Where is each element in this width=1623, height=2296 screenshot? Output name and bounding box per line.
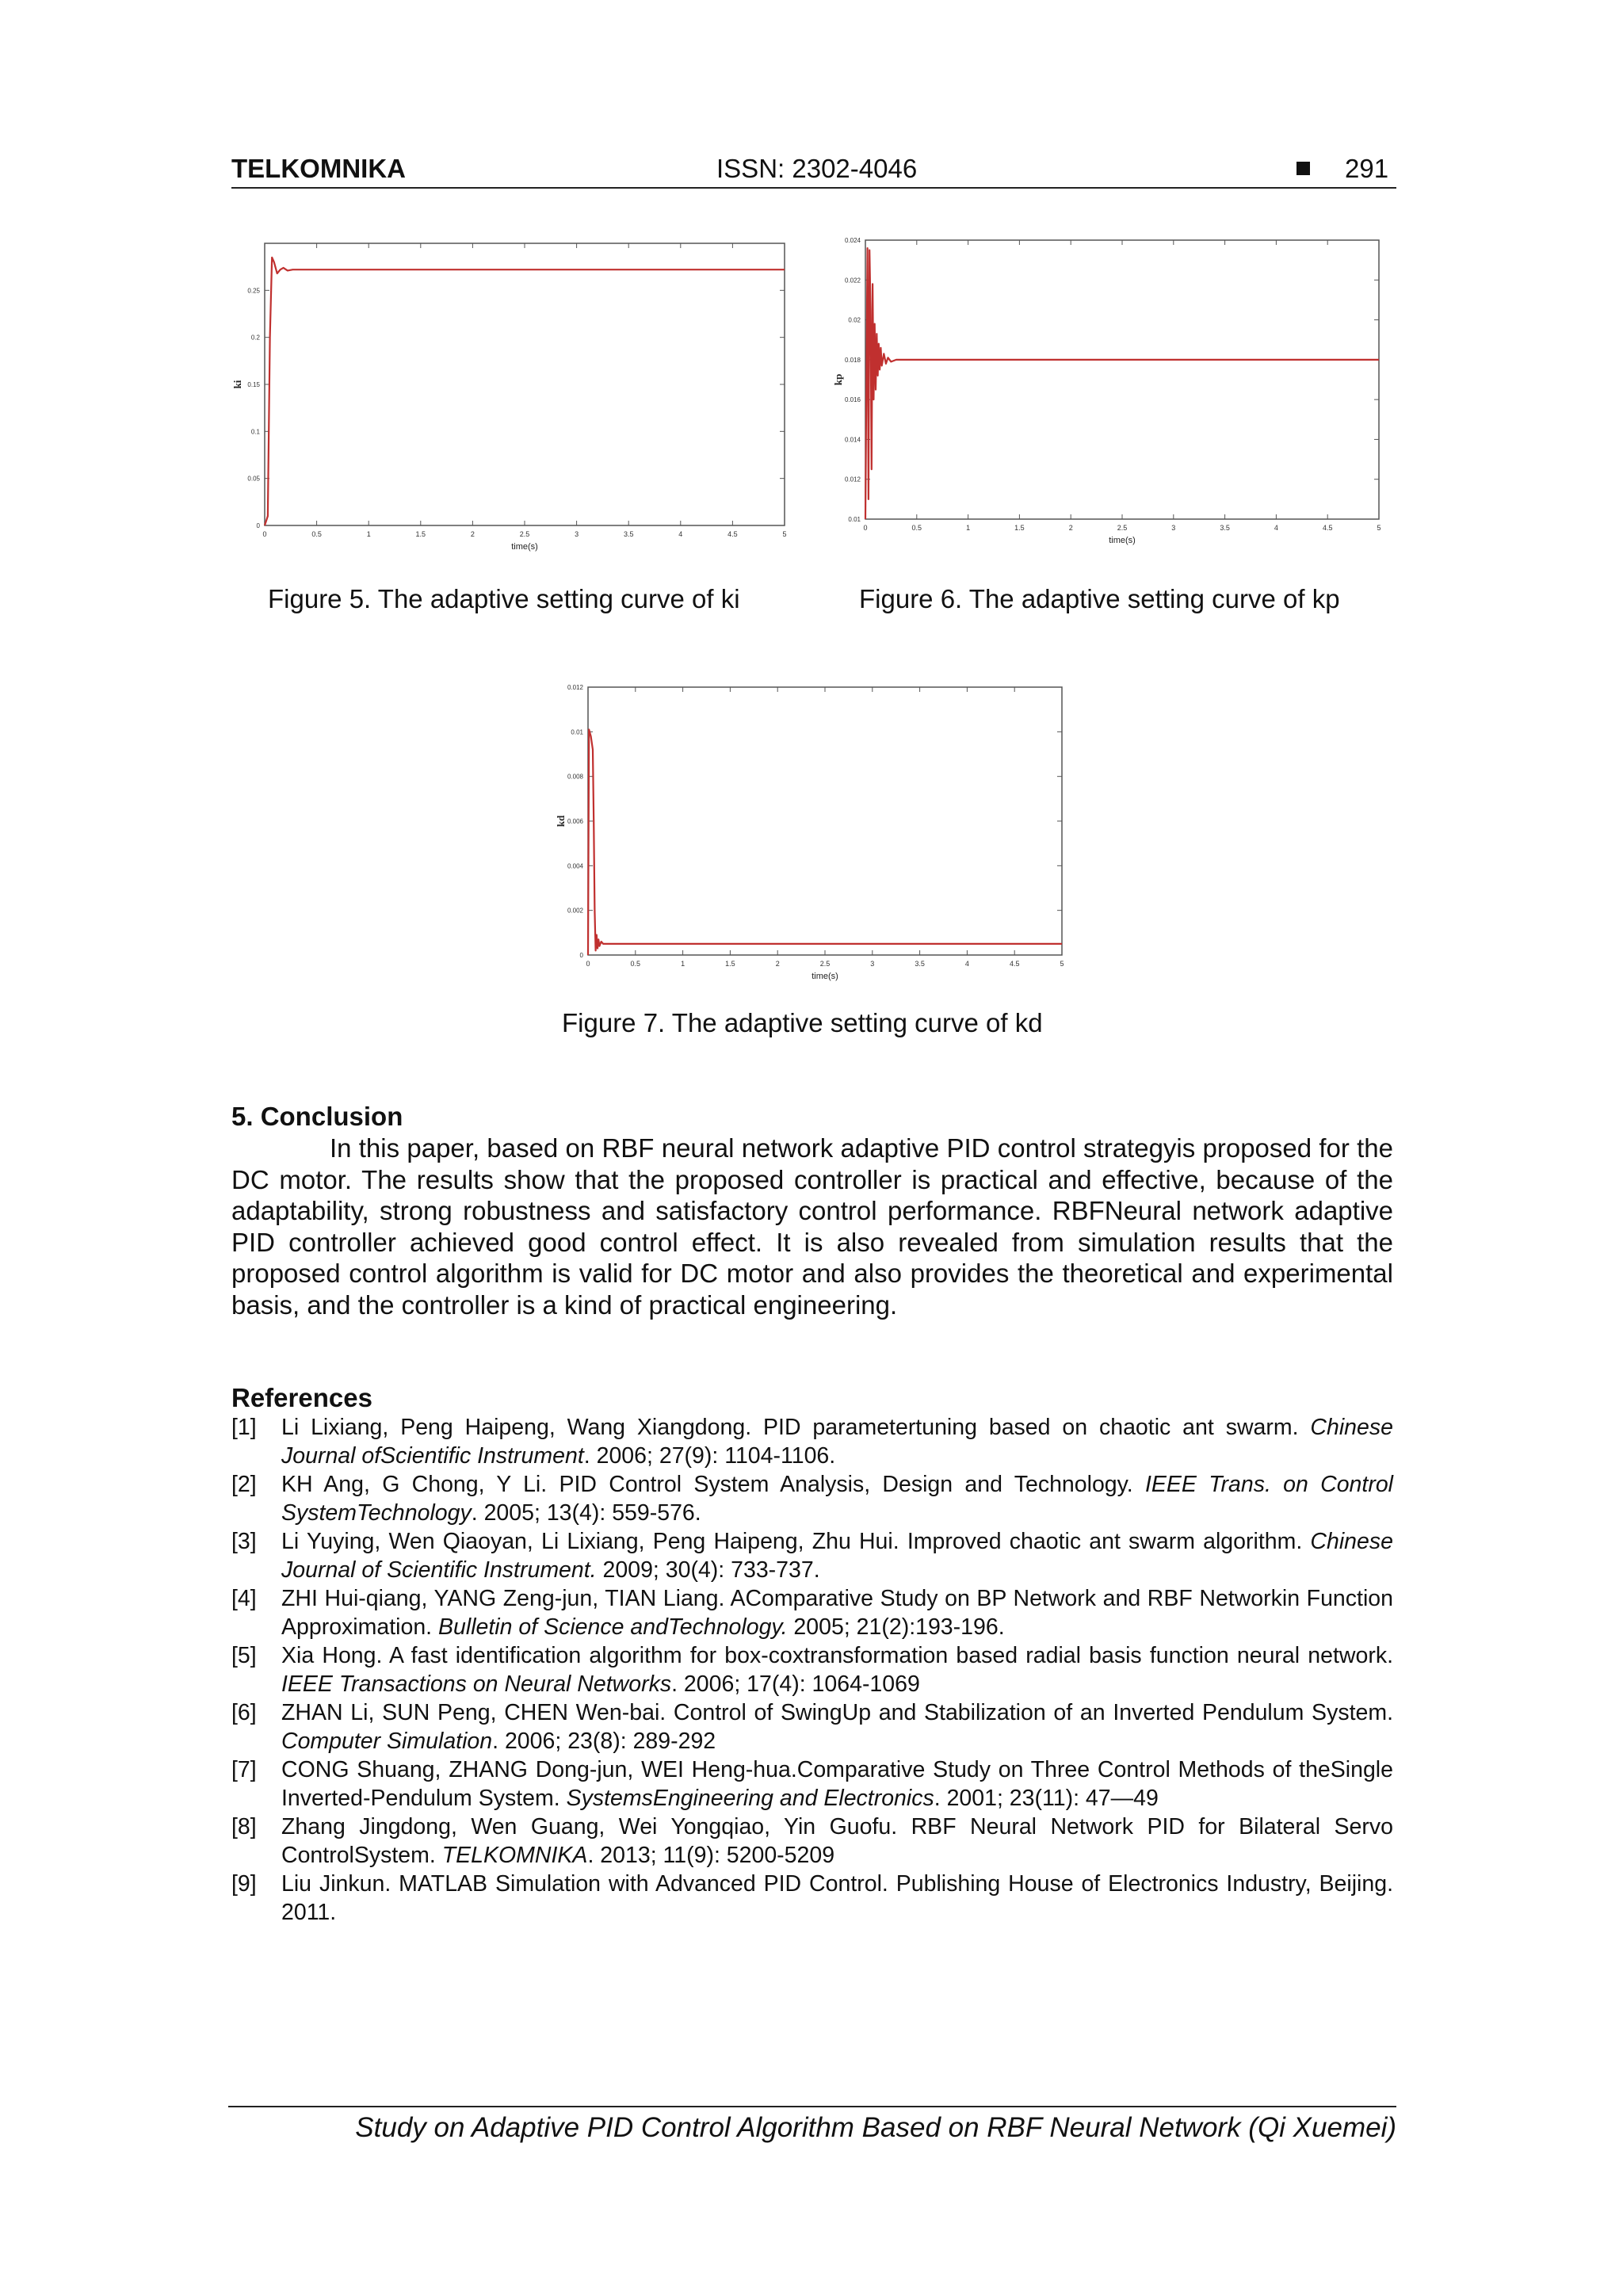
x-tick-label: 5 <box>1060 960 1064 968</box>
y-tick-label: 0.004 <box>567 862 583 870</box>
x-tick-label: 1 <box>966 524 971 532</box>
reference-details: . 2001; 23(11): 47—49 <box>934 1786 1159 1811</box>
y-tick-label: 0.022 <box>844 277 861 285</box>
x-axis-label: time(s) <box>812 972 838 981</box>
y-tick-label: 0.012 <box>844 476 861 483</box>
x-tick-label: 4.5 <box>1322 524 1333 532</box>
x-tick-label: 3 <box>870 960 875 968</box>
reference-number: [7] <box>231 1757 257 1782</box>
x-tick-label: 4.5 <box>727 530 738 538</box>
reference-number: [2] <box>231 1472 257 1497</box>
reference-journal: IEEE Trans. on Control SystemTechnology <box>281 1472 1394 1526</box>
reference-list <box>231 1413 1393 1927</box>
reference-item <box>231 1641 1393 1698</box>
figure-5-caption: Figure 5. The adaptive setting curve of ki <box>268 584 740 613</box>
reference-item <box>231 1413 1393 1470</box>
reference-authors-title: Zhang Jingdong, Wen Guang, Wei Yongqiao, Yin Guofu. RBF Neural Network PID for Bilateral Servo ControlSystem. <box>281 1814 1393 1868</box>
x-tick-label: 2.5 <box>519 530 530 538</box>
figure-6-caption: Figure 6. The adaptive setting curve of kp <box>859 584 1340 613</box>
plot-frame <box>588 687 1062 955</box>
reference-text <box>281 1527 1393 1584</box>
page-number: 291 <box>1345 154 1389 183</box>
y-tick-label: 0.006 <box>567 818 583 825</box>
x-tick-label: 4 <box>1274 524 1278 532</box>
y-tick-label: 0.008 <box>567 773 583 781</box>
plot-frame <box>865 240 1379 519</box>
x-axis-label: time(s) <box>511 542 538 552</box>
x-tick-label: 3.5 <box>1220 524 1230 532</box>
reference-details: . 2006; 27(9): 1104-1106. <box>583 1443 836 1469</box>
reference-item <box>231 1470 1393 1527</box>
x-tick-label: 0 <box>863 524 868 532</box>
reference-text <box>281 1641 1393 1698</box>
x-tick-label: 0.5 <box>911 524 922 532</box>
reference-journal: SystemsEngineering and Electronics <box>566 1786 934 1811</box>
reference-journal: Chinese Journal ofScientific Instrument <box>281 1415 1393 1469</box>
y-tick-label: 0.018 <box>844 356 861 364</box>
reference-journal: TELKOMNIKA <box>441 1843 588 1868</box>
x-tick-label: 0.5 <box>311 530 322 538</box>
figure-6-chart <box>824 234 1395 559</box>
reference-journal: Bulletin of Science andTechnology. <box>438 1614 788 1640</box>
y-tick-label: 0.25 <box>247 287 260 295</box>
x-tick-label: 2.5 <box>819 960 831 968</box>
reference-text <box>281 1470 1393 1527</box>
y-tick-label: 0.2 <box>250 334 260 342</box>
x-tick-label: 3 <box>575 530 579 538</box>
x-tick-label: 1 <box>366 530 371 538</box>
x-tick-label: 1.5 <box>1014 524 1025 532</box>
y-tick-label: 0.1 <box>250 428 260 436</box>
page-footer <box>228 2106 1396 2143</box>
reference-journal: Computer Simulation <box>281 1729 493 1754</box>
x-tick-label: 4.5 <box>1009 960 1020 968</box>
x-tick-label: 2.5 <box>1117 524 1128 532</box>
reference-item <box>231 1813 1393 1870</box>
x-tick-label: 0 <box>262 530 267 538</box>
reference-text <box>281 1584 1393 1641</box>
reference-number: [9] <box>231 1871 257 1897</box>
x-tick-label: 4 <box>964 960 969 968</box>
reference-details: . 2006; 23(8): 289-292 <box>492 1729 716 1754</box>
reference-details: . 2013; 11(9): 5200-5209 <box>587 1843 835 1868</box>
x-tick-label: 1.5 <box>415 530 426 538</box>
reference-item <box>231 1584 1393 1641</box>
y-tick-label: 0.002 <box>567 907 583 915</box>
reference-number: [8] <box>231 1814 257 1839</box>
reference-text <box>281 1698 1393 1755</box>
y-tick-label: 0.014 <box>844 436 861 444</box>
x-tick-label: 2 <box>775 960 780 968</box>
x-axis-label: time(s) <box>1109 536 1136 545</box>
y-tick-label: 0.016 <box>844 396 861 404</box>
reference-number: [5] <box>231 1643 257 1668</box>
x-tick-label: 2 <box>1068 524 1073 532</box>
reference-details: 2005; 21(2):193-196. <box>787 1614 1005 1640</box>
reference-number: [6] <box>231 1700 257 1725</box>
reference-details: 2009; 30(4): 733-737. <box>596 1557 820 1583</box>
issn: ISSN: 2302-4046 <box>716 154 918 183</box>
reference-text <box>281 1755 1393 1813</box>
y-axis-label: kp <box>832 373 844 386</box>
y-tick-label: 0.024 <box>844 237 861 244</box>
y-tick-label: 0.012 <box>567 684 583 691</box>
reference-authors-title: Li Yuying, Wen Qiaoyan, Li Lixiang, Peng Haipeng, Zhu Hui. Improved chaotic ant swarm algorithm. <box>281 1529 1311 1554</box>
x-tick-label: 3 <box>1171 524 1176 532</box>
conclusion-heading: 5. Conclusion <box>231 1102 403 1131</box>
y-tick-label: 0 <box>579 952 583 959</box>
x-tick-label: 3.5 <box>623 530 634 538</box>
square-bullet-icon <box>1296 162 1310 175</box>
reference-journal: IEEE Transactions on Neural Networks <box>281 1671 672 1697</box>
kp-chart-svg <box>824 234 1395 559</box>
reference-journal: Chinese Journal of Scientific Instrument. <box>281 1529 1393 1583</box>
y-tick-label: 0.15 <box>247 381 260 388</box>
y-tick-label: 0 <box>256 522 260 529</box>
reference-text <box>281 1870 1393 1927</box>
figure-7-caption: Figure 7. The adaptive setting curve of kd <box>562 1008 1043 1037</box>
x-tick-label: 5 <box>1377 524 1381 532</box>
footer-title: Study on Adaptive PID Control Algorithm Based on RBF Neural Network (Qi Xuemei) <box>355 2112 1396 2143</box>
conclusion-paragraph <box>231 1133 1393 1320</box>
x-tick-label: 4 <box>678 530 683 538</box>
ki-chart-svg <box>230 234 800 559</box>
x-tick-label: 1.5 <box>725 960 735 968</box>
reference-authors-title: ZHI Hui-qiang, YANG Zeng-jun, TIAN Liang. AComparative Study on BP Network and RBF Networkin Function Approximation. <box>281 1586 1393 1640</box>
y-axis-label: ki <box>231 380 243 389</box>
y-tick-label: 0.02 <box>848 316 861 324</box>
x-tick-label: 5 <box>782 530 787 538</box>
reference-details: . 2005; 13(4): 559-576. <box>471 1500 701 1526</box>
reference-item <box>231 1755 1393 1813</box>
x-tick-label: 0 <box>586 960 590 968</box>
reference-authors-title: Li Lixiang, Peng Haipeng, Wang Xiangdong. PID parametertuning based on chaotic ant swarm. <box>281 1415 1311 1440</box>
x-tick-label: 2 <box>470 530 475 538</box>
y-tick-label: 0.01 <box>571 728 583 736</box>
kd-chart-svg <box>547 678 1070 991</box>
figure-5-chart <box>230 234 800 559</box>
reference-item <box>231 1527 1393 1584</box>
reference-text <box>281 1413 1393 1470</box>
x-tick-label: 0.5 <box>630 960 641 968</box>
reference-number: [4] <box>231 1586 257 1611</box>
x-tick-label: 3.5 <box>915 960 925 968</box>
reference-item <box>231 1870 1393 1927</box>
reference-authors-title: Liu Jinkun. MATLAB Simulation with Advanced PID Control. Publishing House of Electronics Industry, Beijing. 2011. <box>281 1871 1393 1925</box>
page-header <box>231 154 1396 189</box>
y-axis-label: kd <box>555 815 567 827</box>
figure-7-chart <box>547 678 1070 991</box>
reference-number: [1] <box>231 1415 257 1440</box>
reference-number: [3] <box>231 1529 257 1554</box>
reference-authors-title: Xia Hong. A fast identification algorithm for box-coxtransformation based radial basis function neural network. <box>281 1643 1393 1668</box>
reference-item <box>231 1698 1393 1755</box>
journal-name: TELKOMNIKA <box>231 154 406 183</box>
conclusion-text: In this paper, based on RBF neural network adaptive PID control strategyis proposed for the DC motor. The results show that the proposed controller is practical and effective, because of the adaptability, strong robustness and satisfactory control performance. RBFNeural network adaptive PID controller achieved good control effect. It is also revealed from simulation results that the proposed control algorithm is valid for DC motor and also provides the theoretical and experimental basis, and the controller is a kind of practical engineering. <box>231 1133 1393 1320</box>
x-tick-label: 1 <box>681 960 685 968</box>
plot-frame <box>265 243 785 525</box>
y-tick-label: 0.01 <box>848 516 861 523</box>
references-heading: References <box>231 1383 372 1412</box>
reference-authors-title: ZHAN Li, SUN Peng, CHEN Wen-bai. Control of SwingUp and Stabilization of an Inverted Pendulum System. <box>281 1700 1393 1725</box>
reference-authors-title: CONG Shuang, ZHANG Dong-jun, WEI Heng-hua.Comparative Study on Three Control Methods of theSingle Inverted-Pendulum System. <box>281 1757 1393 1811</box>
reference-details: . 2006; 17(4): 1064-1069 <box>671 1671 920 1697</box>
y-tick-label: 0.05 <box>247 475 260 483</box>
reference-authors-title: KH Ang, G Chong, Y Li. PID Control System Analysis, Design and Technology. <box>281 1472 1145 1497</box>
reference-text <box>281 1813 1393 1870</box>
